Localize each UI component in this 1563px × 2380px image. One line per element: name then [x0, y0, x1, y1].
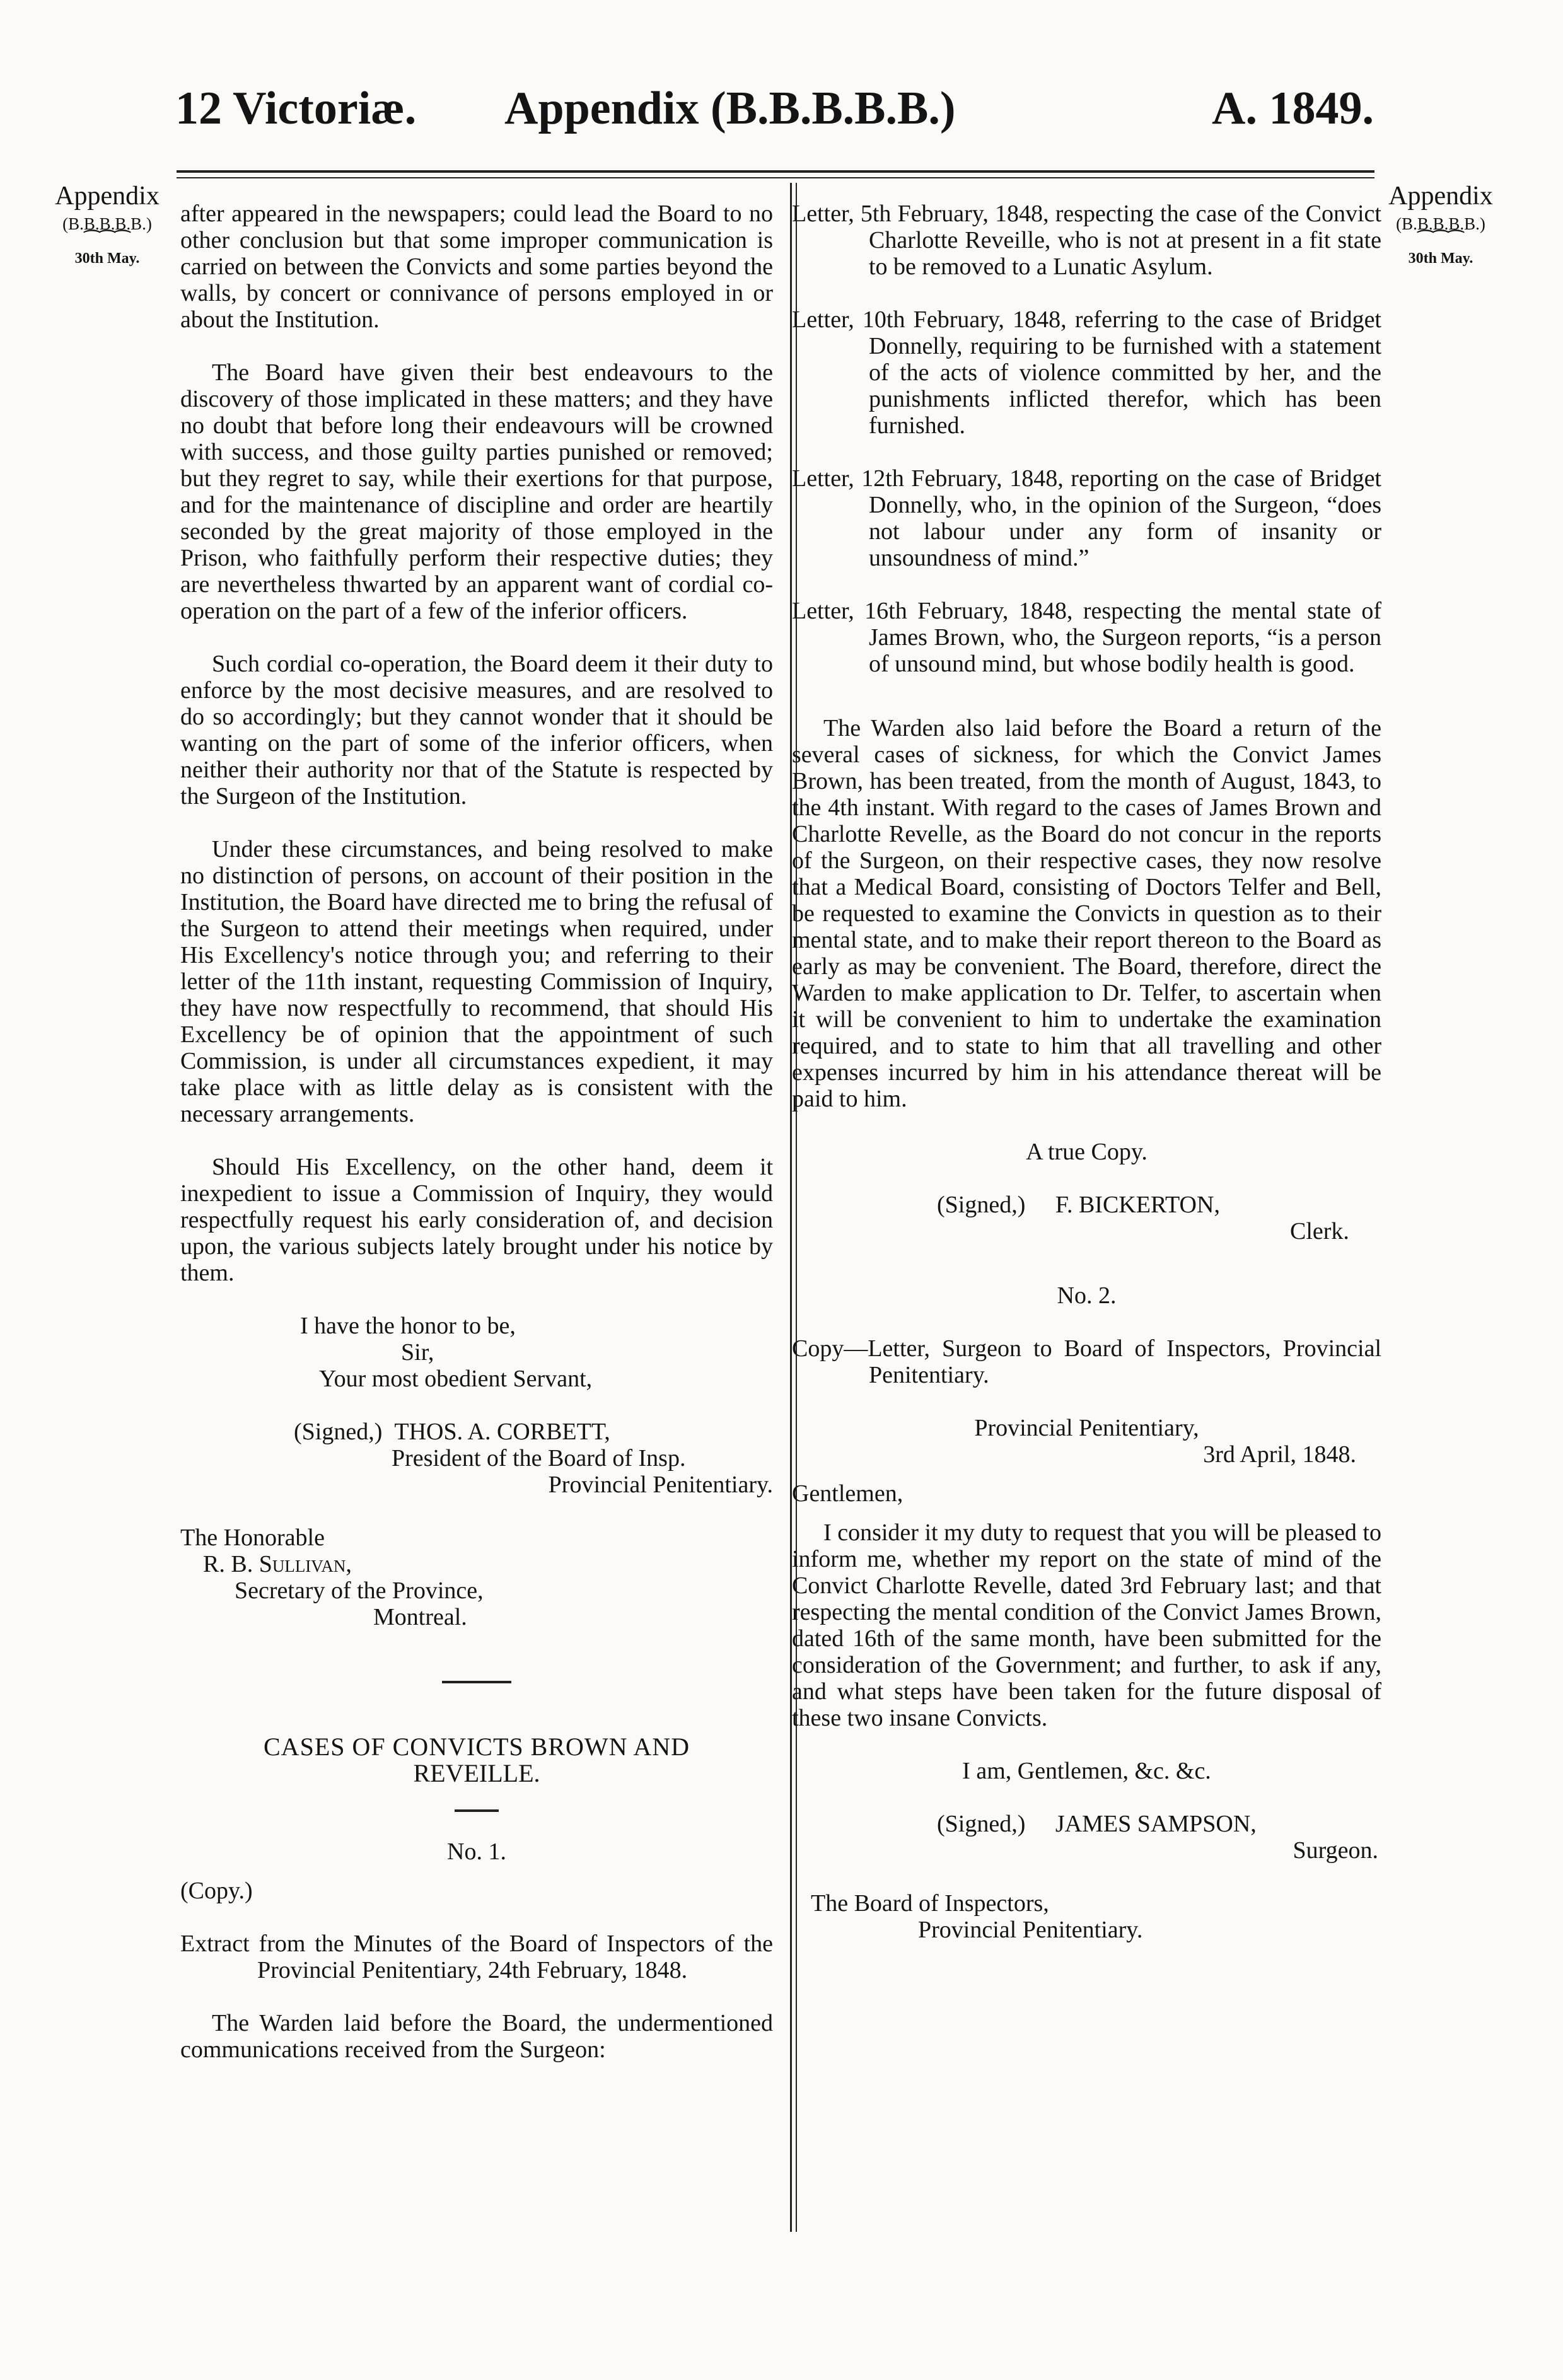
flourish-ornament: ⁀⁀⁀ [84, 231, 131, 252]
signer-name: JAMES SAMPSON, [1055, 1811, 1257, 1837]
address-line: Provincial Penitentiary. [918, 1917, 1143, 1943]
paragraph: The Warden also laid before the Board a return of the several cases of sickness, for which the Convict James Brown, has been treated, from the month of August, 1843, to the 4th instant. With regard to the cases of James Brown and Charlotte Revelle, as the Board do not concur in the reports of the Surgeon, on their respective cases, they now resolve that a Medical Board, consisting of Doctors Telfer and Bell, be requested to examine the Convicts in question as to their mental state, and to make their report thereon to the Board as early as may be convenient. The Board, therefore, direct the Warden to make application to Dr. Telfer, to ascertain when it will be convenient to him to undertake the examination required, and to state to him that all travelling and other expenses incurred by him in his attendance thereat will be paid to him. [792, 715, 1381, 1112]
letter-item: Letter, 5th February, 1848, respecting the case of the Convict Charlotte Reveille, who is not at present in a fit state to be removed to a Lunatic Asylum. [792, 200, 1381, 280]
header-rule [177, 170, 1374, 173]
signature-line: (Signed,) THOS. A. CORBETT, [294, 1419, 610, 1445]
right-column [792, 200, 1381, 1943]
paragraph: The Warden laid before the Board, the undermentioned communications received from the Surgeon: [180, 2010, 773, 2063]
section-title: CASES OF CONVICTS BROWN AND [264, 1733, 690, 1761]
signature-line: (Signed,) F. BICKERTON, [937, 1192, 1220, 1218]
address-line: R. B. Sullivan, [203, 1551, 352, 1577]
closing-line: I am, Gentlemen, &c. &c. [962, 1758, 1211, 1784]
extract-heading: Extract from the Minutes of the Board of Inspectors of the Provincial Penitentiary, 24th February, 1848. [180, 1930, 773, 1983]
address-line: Secretary of the Province, [235, 1577, 484, 1604]
left-column [180, 200, 773, 2063]
copy-heading: Copy—Letter, Surgeon to Board of Inspectors, Provincial Penitentiary. [792, 1335, 1381, 1388]
copy-label: (Copy.) [180, 1878, 253, 1904]
closing-line: Sir, [401, 1339, 434, 1366]
address-line: Montreal. [373, 1604, 467, 1630]
margin-note-left: Appendix (B.B.B.B.B.) ⁀⁀⁀ 30th May. [38, 182, 177, 267]
header-session: 12 Victoriæ. [175, 83, 417, 134]
section-rule [455, 1809, 499, 1812]
paragraph: Under these circumstances, and being resolved to make no distinction of persons, on account of their position in the Institution, the Board have directed me to bring the refusal of the Surgeon to attend their meetings when required, under His Excellency's notice through you; and referring to their letter of the 11th instant, requesting Commission of Inquiry, they have now respectfully to recommend, that should His Excellency be of opinion that the appointment of such Commission, is under all circumstances expedient, it may take place with as little delay as is consistent with the necessary arrangements. [180, 836, 773, 1127]
signer-title: President of the Board of Insp. [392, 1445, 686, 1472]
letter-date: 3rd April, 1848. [1203, 1441, 1356, 1468]
header-rule-thin [177, 177, 1374, 178]
header-year: A. 1849. [1212, 83, 1374, 134]
address-line: The Board of Inspectors, [811, 1890, 1049, 1917]
paragraph: Such cordial co-operation, the Board deem it their duty to enforce by the most decisive measures, and are resolved to do so accordingly; but they cannot wonder that it should be wanting on the part of some of the inferior officers, when neither their authority nor that of the Statute is respected by the Surgeon of the Institution. [180, 651, 773, 810]
header-appendix: Appendix (B.B.B.B.B.) [504, 83, 956, 134]
true-copy: A true Copy. [1026, 1139, 1148, 1165]
document-number: No. 1. [447, 1838, 506, 1865]
paragraph: I consider it my duty to request that you will be pleased to inform me, whether my report on the state of mind of the Convict Charlotte Revelle, dated 3rd February last; and that respecting the mental condition of the Convict James Brown, dated 16th of the same month, have been submitted for the consideration of the Government; and further, to ask if any, and what steps have been taken for the future disposal of these two insane Convicts. [792, 1519, 1381, 1731]
section-rule [442, 1681, 511, 1683]
letter-item: Letter, 16th February, 1848, respecting the mental state of James Brown, who, the Surgeon reports, “is a person of unsound mind, but whose bodily health is good. [792, 598, 1381, 677]
letter-item: Letter, 12th February, 1848, reporting on the case of Bridget Donnelly, who, in the opinion of the Surgeon, “does not labour under any form of insanity or unsoundness of mind.” [792, 465, 1381, 571]
signer-name: THOS. A. CORBETT, [394, 1419, 610, 1445]
document-number: No. 2. [1057, 1282, 1117, 1309]
closing-line: I have the honor to be, [300, 1313, 516, 1339]
letter-place: Provincial Penitentiary, [974, 1415, 1199, 1441]
section-title: REVEILLE. [413, 1759, 540, 1787]
letter-item: Letter, 10th February, 1848, referring to the case of Bridget Donnelly, requiring to be furnished with a statement of the acts of violence committed by her, and the punishments inflicted therefor, which has been furnished. [792, 306, 1381, 439]
paragraph: after appeared in the newspapers; could lead the Board to no other conclusion but that some improper communication is carried on between the Convicts and some parties beyond the walls, by concert or connivance of persons employed in or about the Institution. [180, 200, 773, 333]
salutation: Gentlemen, [792, 1480, 904, 1507]
signer-title: Provincial Penitentiary. [548, 1472, 773, 1498]
signer-name: F. BICKERTON, [1055, 1192, 1220, 1218]
flourish-ornament: ⁀⁀⁀ [1417, 231, 1464, 252]
address-line: The Honorable [180, 1524, 325, 1551]
paragraph: The Board have given their best endeavours to the discovery of those implicated in these matters; and they have no doubt that before long their endeavours will be crowned with success, and those guilty parties punished or removed; but they regret to say, while their exertions for that purpose, and for the maintenance of discipline and order are heartily seconded by the great majority of those employed in the Prison, who faithfully perform their respective duties; they are nevertheless thwarted by an apparent want of cordial co-operation on the part of a few of the inferior officers. [180, 359, 773, 624]
closing-line: Your most obedient Servant, [319, 1366, 593, 1392]
paragraph: Should His Excellency, on the other hand, deem it inexpedient to issue a Commission of Inquiry, they would respectfully request his early consideration of, and decision upon, the various subjects lately brought under his notice by them. [180, 1154, 773, 1286]
margin-note-right: Appendix (B.B.B.B.B.) ⁀⁀⁀ 30th May. [1371, 182, 1510, 267]
signer-title: Surgeon. [1293, 1837, 1378, 1864]
signer-title: Clerk. [1290, 1218, 1349, 1245]
signature-line: (Signed,) JAMES SAMPSON, [937, 1811, 1257, 1837]
